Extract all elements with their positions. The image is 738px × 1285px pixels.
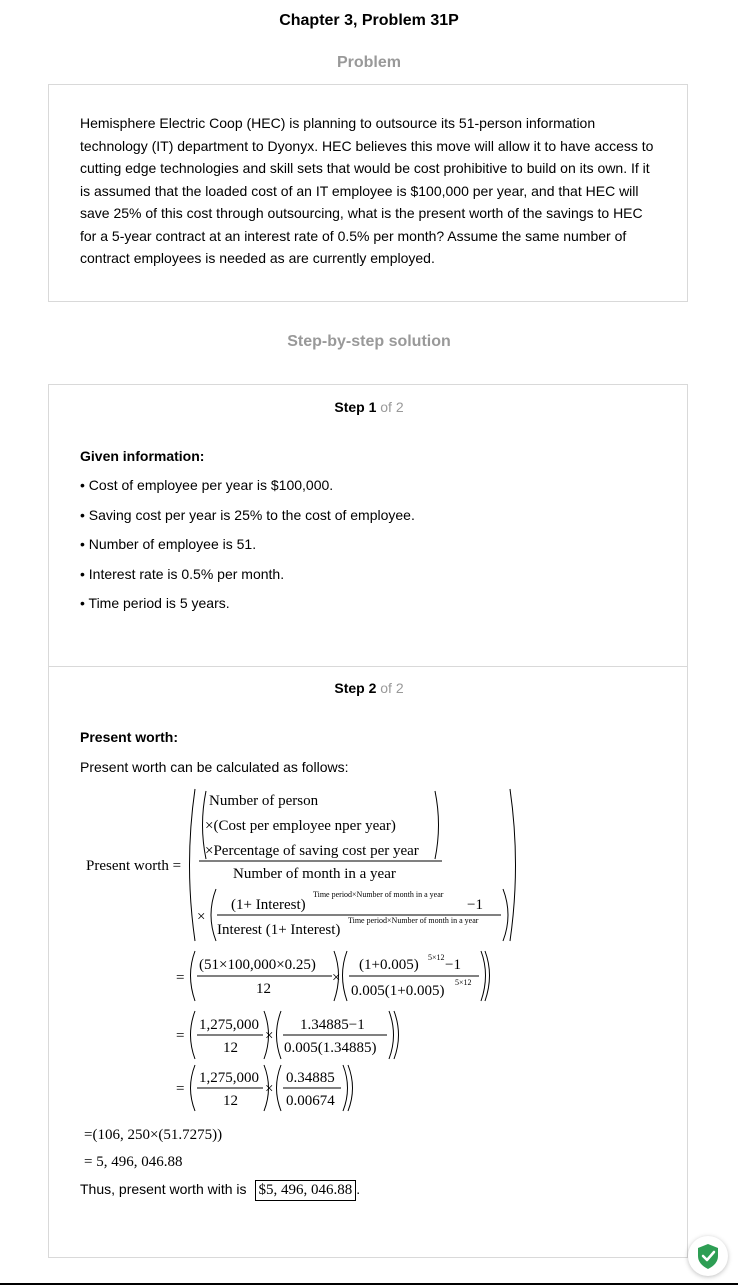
line5: =(106, 250×(51.7275)) bbox=[84, 1127, 223, 1143]
line4-fnum: 0.34885 bbox=[286, 1070, 335, 1086]
line3-times: × bbox=[265, 1028, 274, 1044]
shield-check-icon bbox=[688, 1236, 728, 1276]
formula-factor-den: Interest (1+ Interest) bbox=[217, 922, 341, 938]
line3-num: 1,275,000 bbox=[199, 1017, 259, 1033]
problem-text: Hemisphere Electric Coop (HEC) is planning to outsource its 51-person information technology (IT) department to Dyonyx. HEC believes this move will allow it to have access to cutting edge technologies and skill sets that would be cost prohibitive to build on its own. If it is assumed that the loaded cost of an IT employee is $100,000 per year, and that HEC will save 25% of this cost through outsourcing, what is the present worth of the savings to HEC for a 5-year contract at an interest rate of 0.5% per month? Assume the same number of contract employees is needed as are currently employed. bbox=[80, 115, 654, 266]
line2-den: 12 bbox=[256, 981, 271, 997]
page-title: Chapter 3, Problem 31P bbox=[279, 12, 459, 29]
formula-num-line1: Number of person bbox=[209, 793, 319, 809]
step2-of: of 2 bbox=[380, 680, 404, 696]
formula-num-line2: ×(Cost per employee nper year) bbox=[205, 818, 396, 834]
line4-times: × bbox=[265, 1081, 274, 1097]
formula-lhs: Present worth = bbox=[86, 858, 182, 874]
step1-label bbox=[49, 399, 689, 415]
formula-num-line3: ×Percentage of saving cost per year bbox=[205, 843, 419, 859]
formula-den: Number of month in a year bbox=[233, 866, 396, 882]
step1-number: Step 1 bbox=[334, 399, 377, 415]
line2-fden: 0.005(1+0.005) bbox=[351, 983, 445, 999]
line4-num: 1,275,000 bbox=[199, 1070, 259, 1086]
answer-box: $5, 496, 046.88 bbox=[255, 1180, 357, 1201]
conclusion-text: Thus, present worth with is bbox=[80, 1181, 247, 1197]
line2-num: (51×100,000×0.25) bbox=[199, 957, 316, 973]
line2-fparen-right bbox=[481, 951, 486, 1001]
formula-minus-one: −1 bbox=[467, 897, 483, 913]
solution-box bbox=[48, 384, 688, 1258]
line2-times: × bbox=[332, 970, 341, 986]
line2-minus1: −1 bbox=[445, 957, 461, 973]
outer-paren-left bbox=[190, 789, 196, 941]
line3-paren-left bbox=[191, 1011, 196, 1059]
factor-paren-right bbox=[503, 889, 508, 941]
line3-fnum: 1.34885−1 bbox=[300, 1017, 365, 1033]
list-item: • Number of employee is 51. bbox=[80, 536, 257, 552]
line6: = 5, 496, 046.88 bbox=[84, 1154, 183, 1170]
step2-intro: Present worth can be calculated as follows: bbox=[80, 759, 349, 775]
line4-paren-left bbox=[191, 1065, 196, 1111]
formula-times: × bbox=[197, 909, 206, 925]
problem-heading: Problem bbox=[336, 54, 401, 71]
line2-fnum: (1+0.005) bbox=[359, 957, 419, 973]
problem-box bbox=[48, 84, 688, 302]
line4-fden: 0.00674 bbox=[286, 1093, 335, 1109]
line3-fparen-left bbox=[277, 1011, 282, 1059]
formula-exponent-2: Time period×Number of month in a year bbox=[348, 916, 479, 925]
line2-paren-left bbox=[191, 951, 196, 1001]
num-paren-right bbox=[435, 791, 439, 859]
outer-paren-right bbox=[510, 789, 516, 941]
line4-den: 12 bbox=[223, 1093, 238, 1109]
line4-fparen-left bbox=[277, 1065, 282, 1111]
step1-of: of 2 bbox=[380, 399, 404, 415]
line2-fparen-left bbox=[343, 951, 348, 1001]
line2-eq: = bbox=[176, 970, 185, 986]
step1-heading: Given information: bbox=[80, 448, 205, 464]
list-item: • Interest rate is 0.5% per month. bbox=[80, 566, 285, 582]
formula-factor-num: (1+ Interest) bbox=[231, 897, 306, 913]
formula-exponent-1: Time period×Number of month in a year bbox=[313, 890, 444, 899]
list-item: • Saving cost per year is 25% to the cost of employee. bbox=[80, 507, 415, 523]
conclusion-period: . bbox=[356, 1181, 361, 1197]
solution-heading: Step-by-step solution bbox=[287, 333, 451, 350]
step2-heading: Present worth: bbox=[80, 729, 179, 745]
line3-eq: = bbox=[176, 1028, 185, 1044]
line3-den: 12 bbox=[223, 1040, 238, 1056]
step-divider bbox=[49, 666, 687, 667]
line4-fparen-right bbox=[343, 1065, 348, 1111]
shield-badge[interactable] bbox=[688, 1236, 728, 1276]
list-item: • Cost of employee per year is $100,000. bbox=[80, 477, 334, 493]
list-item: • Time period is 5 years. bbox=[80, 595, 230, 611]
line2-exp2: 5×12 bbox=[455, 978, 472, 987]
line2-exp1: 5×12 bbox=[428, 953, 445, 962]
line4-eq: = bbox=[176, 1081, 185, 1097]
step2-number: Step 2 bbox=[334, 680, 377, 696]
step2-label bbox=[49, 680, 689, 696]
factor-paren-left bbox=[211, 889, 216, 941]
line4-outer-paren-right bbox=[348, 1065, 353, 1111]
line3-outer-paren-right bbox=[394, 1011, 399, 1059]
line3-fden: 0.005(1.34885) bbox=[284, 1040, 377, 1056]
conclusion bbox=[80, 1180, 360, 1201]
line3-fparen-right bbox=[389, 1011, 394, 1059]
present-worth-formula bbox=[49, 785, 689, 1175]
